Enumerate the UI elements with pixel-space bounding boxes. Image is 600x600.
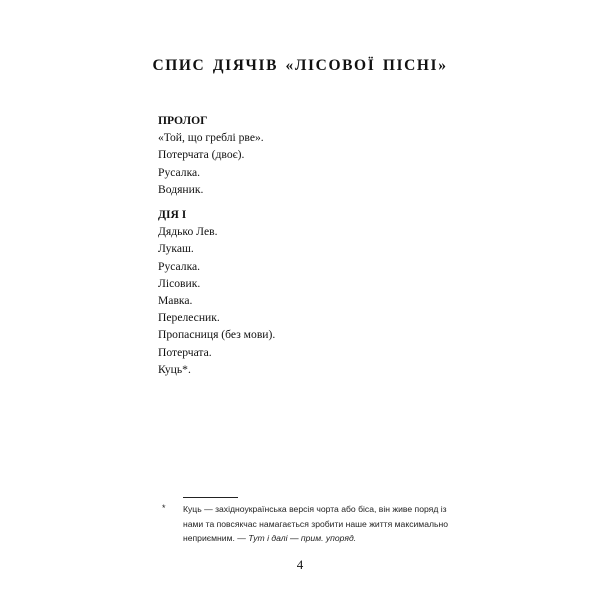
character-line: Русалка.: [158, 165, 201, 179]
character-line: Пропасниця (без мови).: [158, 328, 276, 342]
character-line: Лукаш.: [158, 242, 194, 256]
footnote-text-wrapper: [183, 502, 452, 546]
character-line: Мавка.: [158, 294, 193, 308]
character-line: Куць*.: [158, 362, 191, 376]
character-line: Русалка.: [158, 259, 201, 273]
footnote-editor-note: Тут і далі — прим. упоряд.: [248, 533, 357, 544]
act-one-heading: ДІЯ I: [158, 208, 187, 221]
character-line: Потерчата.: [158, 345, 212, 359]
footnote-divider: [183, 497, 238, 498]
prologue-section: [158, 112, 264, 198]
character-line: «Той, що греблі рве».: [158, 131, 264, 145]
footnote-text: Куць — західноукраїнська версія чорта або біса, він живе поряд із нами та повсякчас намагається зробити наше життя максимально неприємним. —: [183, 504, 448, 544]
footnote-marker: *: [162, 503, 166, 513]
page-title: СПИС ДІЯЧІВ «ЛІСОВОЇ ПІСНІ»: [152, 57, 448, 74]
character-line: Перелесник.: [158, 311, 220, 325]
character-line: Дядько Лев.: [158, 225, 218, 239]
character-line: Потерчата (двоє).: [158, 148, 245, 162]
character-line: Водяник.: [158, 182, 204, 196]
act-one-section: [158, 206, 275, 378]
page-number: 4: [296, 557, 304, 572]
prologue-heading: ПРОЛОГ: [158, 114, 208, 127]
footnote: [162, 502, 452, 546]
character-line: Лісовик.: [158, 276, 201, 290]
